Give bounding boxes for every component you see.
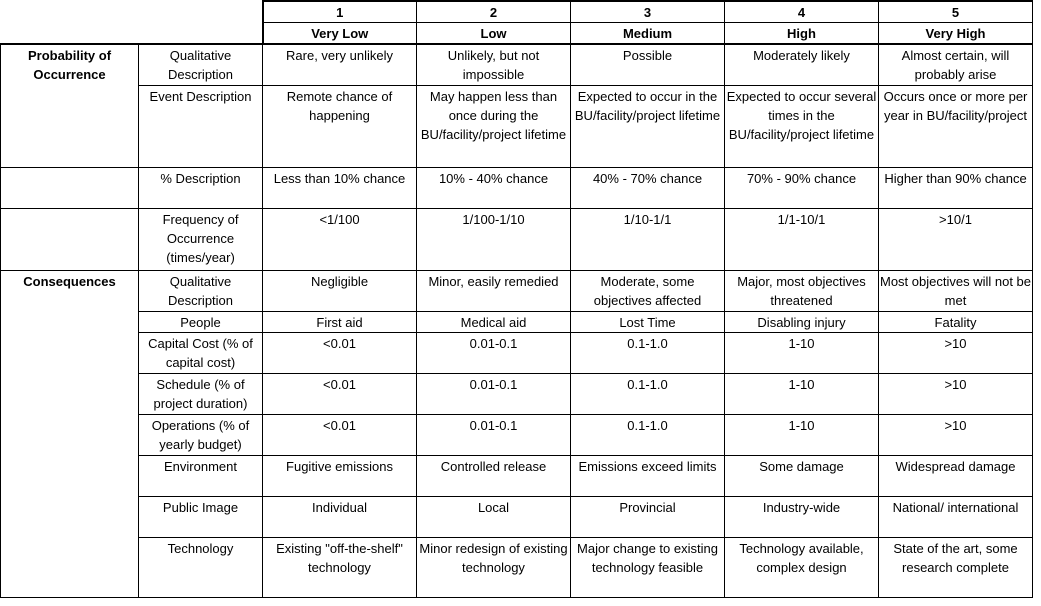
table-row (1, 44, 1033, 85)
table-row (1, 208, 1033, 270)
table-row (1, 311, 1033, 332)
table-cell: >10 (879, 414, 1033, 455)
table-cell: Unlikely, but not impossible (417, 44, 571, 85)
table-cell: Provincial (571, 496, 725, 537)
table-cell: Fatality (879, 311, 1033, 332)
table-cell: 1/1-10/1 (725, 208, 879, 270)
row-label: Public Image (139, 496, 263, 537)
table-cell: National/ international (879, 496, 1033, 537)
level-number: 4 (725, 1, 879, 23)
table-cell: Most objectives will not be met (879, 270, 1033, 311)
table-cell: >10 (879, 373, 1033, 414)
table-cell: Medical aid (417, 311, 571, 332)
level-number-row (1, 1, 1033, 23)
table-cell: Widespread damage (879, 455, 1033, 496)
table-cell: 40% - 70% chance (571, 167, 725, 208)
empty-corner (139, 1, 263, 23)
table-cell: Major, most objectives threatened (725, 270, 879, 311)
row-label: Environment (139, 455, 263, 496)
row-label: People (139, 311, 263, 332)
table-cell: Expected to occur several times in the BU/facility/project lifetime (725, 85, 879, 167)
level-label: Low (417, 23, 571, 45)
row-label: Technology (139, 537, 263, 597)
level-number: 1 (263, 1, 417, 23)
table-cell: 0.1-1.0 (571, 373, 725, 414)
section-cell-empty (1, 208, 139, 270)
table-cell: Almost certain, will probably arise (879, 44, 1033, 85)
table-row (1, 167, 1033, 208)
table-cell: Less than 10% chance (263, 167, 417, 208)
table-cell: 0.01-0.1 (417, 414, 571, 455)
table-cell: Minor, easily remedied (417, 270, 571, 311)
table-cell: <0.01 (263, 332, 417, 373)
table-cell: 1/100-1/10 (417, 208, 571, 270)
table-cell: Fugitive emissions (263, 455, 417, 496)
table-cell: 0.1-1.0 (571, 332, 725, 373)
table-cell: First aid (263, 311, 417, 332)
empty-corner (1, 23, 139, 45)
table-row (1, 373, 1033, 414)
level-number: 5 (879, 1, 1033, 23)
level-number: 2 (417, 1, 571, 23)
table-cell: Industry-wide (725, 496, 879, 537)
level-label: Medium (571, 23, 725, 45)
table-row (1, 332, 1033, 373)
row-label: Operations (% of yearly budget) (139, 414, 263, 455)
table-cell: 1/10-1/1 (571, 208, 725, 270)
table-cell: <0.01 (263, 414, 417, 455)
table-row (1, 414, 1033, 455)
level-label: High (725, 23, 879, 45)
table-cell: 0.01-0.1 (417, 373, 571, 414)
table-cell: Local (417, 496, 571, 537)
row-label: Frequency of Occurrence (times/year) (139, 208, 263, 270)
table-cell: Some damage (725, 455, 879, 496)
empty-corner (1, 1, 139, 23)
table-cell: Emissions exceed limits (571, 455, 725, 496)
table-row (1, 85, 1033, 167)
table-cell: Moderate, some objectives affected (571, 270, 725, 311)
row-label: Qualitative Description (139, 44, 263, 85)
table-row (1, 270, 1033, 311)
table-cell: Disabling injury (725, 311, 879, 332)
table-cell: Existing "off-the-shelf" technology (263, 537, 417, 597)
table-cell: 0.1-1.0 (571, 414, 725, 455)
table-cell: <0.01 (263, 373, 417, 414)
table-cell: Possible (571, 44, 725, 85)
table-cell: >10/1 (879, 208, 1033, 270)
level-label: Very Low (263, 23, 417, 45)
table-cell: State of the art, some research complete (879, 537, 1033, 597)
table-cell: >10 (879, 332, 1033, 373)
table-cell: Rare, very unlikely (263, 44, 417, 85)
section-probability-label: Probability of Occurrence (1, 44, 139, 167)
table-cell: 1-10 (725, 332, 879, 373)
table-cell: Individual (263, 496, 417, 537)
table-row (1, 537, 1033, 597)
table-cell: Occurs once or more per year in BU/facility/project (879, 85, 1033, 167)
table-cell: Negligible (263, 270, 417, 311)
section-consequences-label: Consequences (1, 270, 139, 597)
table-cell: Higher than 90% chance (879, 167, 1033, 208)
table-row (1, 455, 1033, 496)
level-label: Very High (879, 23, 1033, 45)
row-label: Capital Cost (% of capital cost) (139, 332, 263, 373)
table-cell: May happen less than once during the BU/facility/project lifetime (417, 85, 571, 167)
table-cell: 0.01-0.1 (417, 332, 571, 373)
row-label: Qualitative Description (139, 270, 263, 311)
level-number: 3 (571, 1, 725, 23)
level-label-row (1, 23, 1033, 45)
row-label: Event Description (139, 85, 263, 167)
table-cell: Major change to existing technology feasible (571, 537, 725, 597)
row-label: Schedule (% of project duration) (139, 373, 263, 414)
table-cell: Lost Time (571, 311, 725, 332)
table-cell: 10% - 40% chance (417, 167, 571, 208)
section-cell-empty (1, 167, 139, 208)
table-row (1, 496, 1033, 537)
table-cell: Technology available, complex design (725, 537, 879, 597)
table-cell: <1/100 (263, 208, 417, 270)
table-cell: 70% - 90% chance (725, 167, 879, 208)
empty-corner (139, 23, 263, 45)
table-cell: 1-10 (725, 414, 879, 455)
table-cell: Minor redesign of existing technology (417, 537, 571, 597)
row-label: % Description (139, 167, 263, 208)
table-cell: Controlled release (417, 455, 571, 496)
table-cell: Moderately likely (725, 44, 879, 85)
table-cell: Remote chance of happening (263, 85, 417, 167)
table-cell: 1-10 (725, 373, 879, 414)
table-cell: Expected to occur in the BU/facility/project lifetime (571, 85, 725, 167)
